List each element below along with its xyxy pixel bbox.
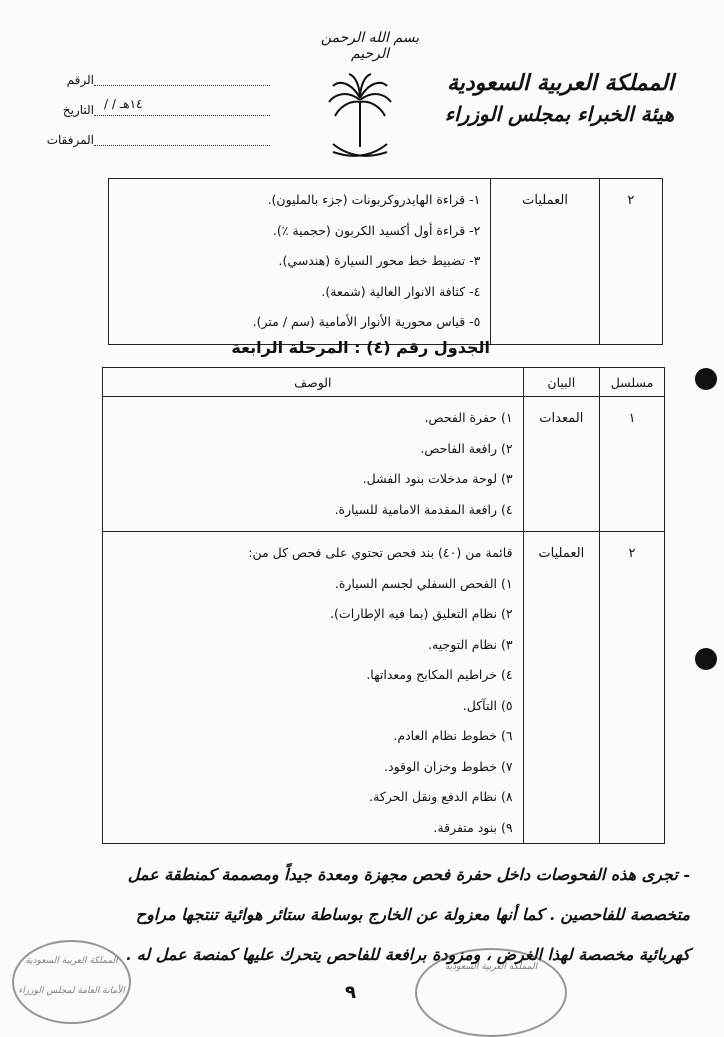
palm-swords-emblem-icon	[325, 72, 395, 172]
equipment-cell	[103, 397, 524, 532]
ministry-line-1: المملكة العربية السعودية	[446, 70, 674, 96]
list-item: ٤) خراطيم المكابح ومعداتها.	[366, 667, 513, 682]
table-row	[109, 179, 663, 345]
row-label: العمليات	[491, 179, 599, 345]
table-caption: الجدول رقم (٤) : المرحلة الرابعة	[231, 338, 490, 357]
row-label: المعدات	[523, 397, 599, 532]
list-item: ٣- تضبيط خط محور السيارة (هندسي).	[278, 253, 481, 268]
ministry-line-2: هيئة الخبراء بمجلس الوزراء	[444, 102, 674, 126]
table-header-row	[103, 368, 665, 397]
meta-date-field	[94, 96, 270, 116]
header-serial: مسلسل	[600, 368, 665, 397]
meta-date-label: التاريخ	[62, 103, 94, 117]
meta-date-row	[30, 95, 270, 125]
list-item: ١) حفرة الفحص.	[424, 410, 513, 425]
paragraph-line: كهربائية مخصصة لهذا الغرض ، ومزودة برافعة للفاحص يتحرك عليها كمنصة عمل له .	[125, 945, 690, 964]
meta-attachments-row	[30, 125, 270, 155]
row-serial: ١	[600, 397, 665, 532]
meta-attachments-field	[94, 135, 270, 146]
list-item: ٥) التآكل.	[462, 697, 513, 713]
body-paragraph	[40, 855, 690, 975]
list-item: ٣) نظام التوجيه.	[428, 636, 513, 652]
table-stage-four	[102, 367, 665, 844]
list-item: ٦) خطوط نظام العادم.	[393, 728, 513, 743]
list-item: ١- قراءة الهايدروكربونات (جزء بالمليون).	[267, 192, 481, 207]
basmala: بسم الله الرحمن الرحيم	[320, 30, 420, 62]
list-item: ٤) رافعة المقدمة الامامية للسيارة.	[334, 501, 513, 517]
list-item: قائمة من (٤٠) بند فحص تحتوي على فحص كل من:	[248, 545, 513, 560]
ops-cell	[109, 179, 491, 345]
list-item: ٣) لوحة مدخلات بنود الفشل.	[362, 471, 513, 486]
operations-cell	[103, 532, 524, 844]
list-item: ٢) نظام التعليق (بما فيه الإطارات).	[330, 606, 513, 621]
document-meta	[30, 65, 270, 155]
header-label: البيان	[523, 368, 599, 397]
list-item: ٤- كثافة الانوار العالية (شمعة).	[321, 283, 481, 299]
list-item: ١) الفحص السفلي لجسم السيارة.	[334, 575, 513, 591]
meta-date-value: / / ١٤هـ	[104, 96, 143, 111]
page-number: ٩	[345, 982, 356, 1003]
meta-number-row	[30, 65, 270, 95]
table-row	[103, 397, 665, 532]
paragraph-line: - تجرى هذه الفحوصات داخل حفرة فحص مجهزة ومعدة جيداً ومصممة كمنطقة عمل	[127, 865, 690, 884]
row-serial: ٢	[600, 532, 665, 844]
row-serial: ٢	[599, 179, 662, 345]
row-label: العمليات	[523, 532, 599, 844]
list-item: ٢) رافعة الفاحص.	[420, 440, 513, 456]
meta-number-field	[94, 75, 270, 86]
punch-hole	[695, 648, 717, 670]
header-description: الوصف	[103, 368, 524, 397]
list-item: ٧) خطوط وخزان الوقود.	[384, 758, 513, 774]
stamp-text: الأمانة العامة لمجلس الوزراء	[18, 986, 125, 996]
ministry-header	[434, 70, 674, 126]
list-item: ٢- قراءة أول أكسيد الكربون (حجمية ٪).	[272, 222, 481, 238]
paragraph-line: متخصصة للفاحصين . كما أنها معزولة عن الخارج بوساطة ستائر هوائية تنتجها مراوح	[135, 905, 690, 924]
punch-hole	[695, 368, 717, 390]
table-row	[103, 532, 665, 844]
meta-number-label: الرقم	[66, 73, 94, 87]
stamp-text: المملكة العربية السعودية	[444, 962, 538, 972]
stamp-left	[12, 940, 131, 1024]
meta-attachments-label: المرفقات	[46, 133, 94, 147]
list-item: ٩) بنود متفرقة.	[433, 819, 513, 835]
list-item: ٨) نظام الدفع ونقل الحركة.	[369, 789, 513, 804]
stamp-text: المملكة العربية السعودية	[25, 956, 118, 966]
table-continuation	[108, 178, 663, 345]
list-item: ٥- قياس محورية الأنوار الأمامية (سم / متر).	[252, 314, 481, 329]
